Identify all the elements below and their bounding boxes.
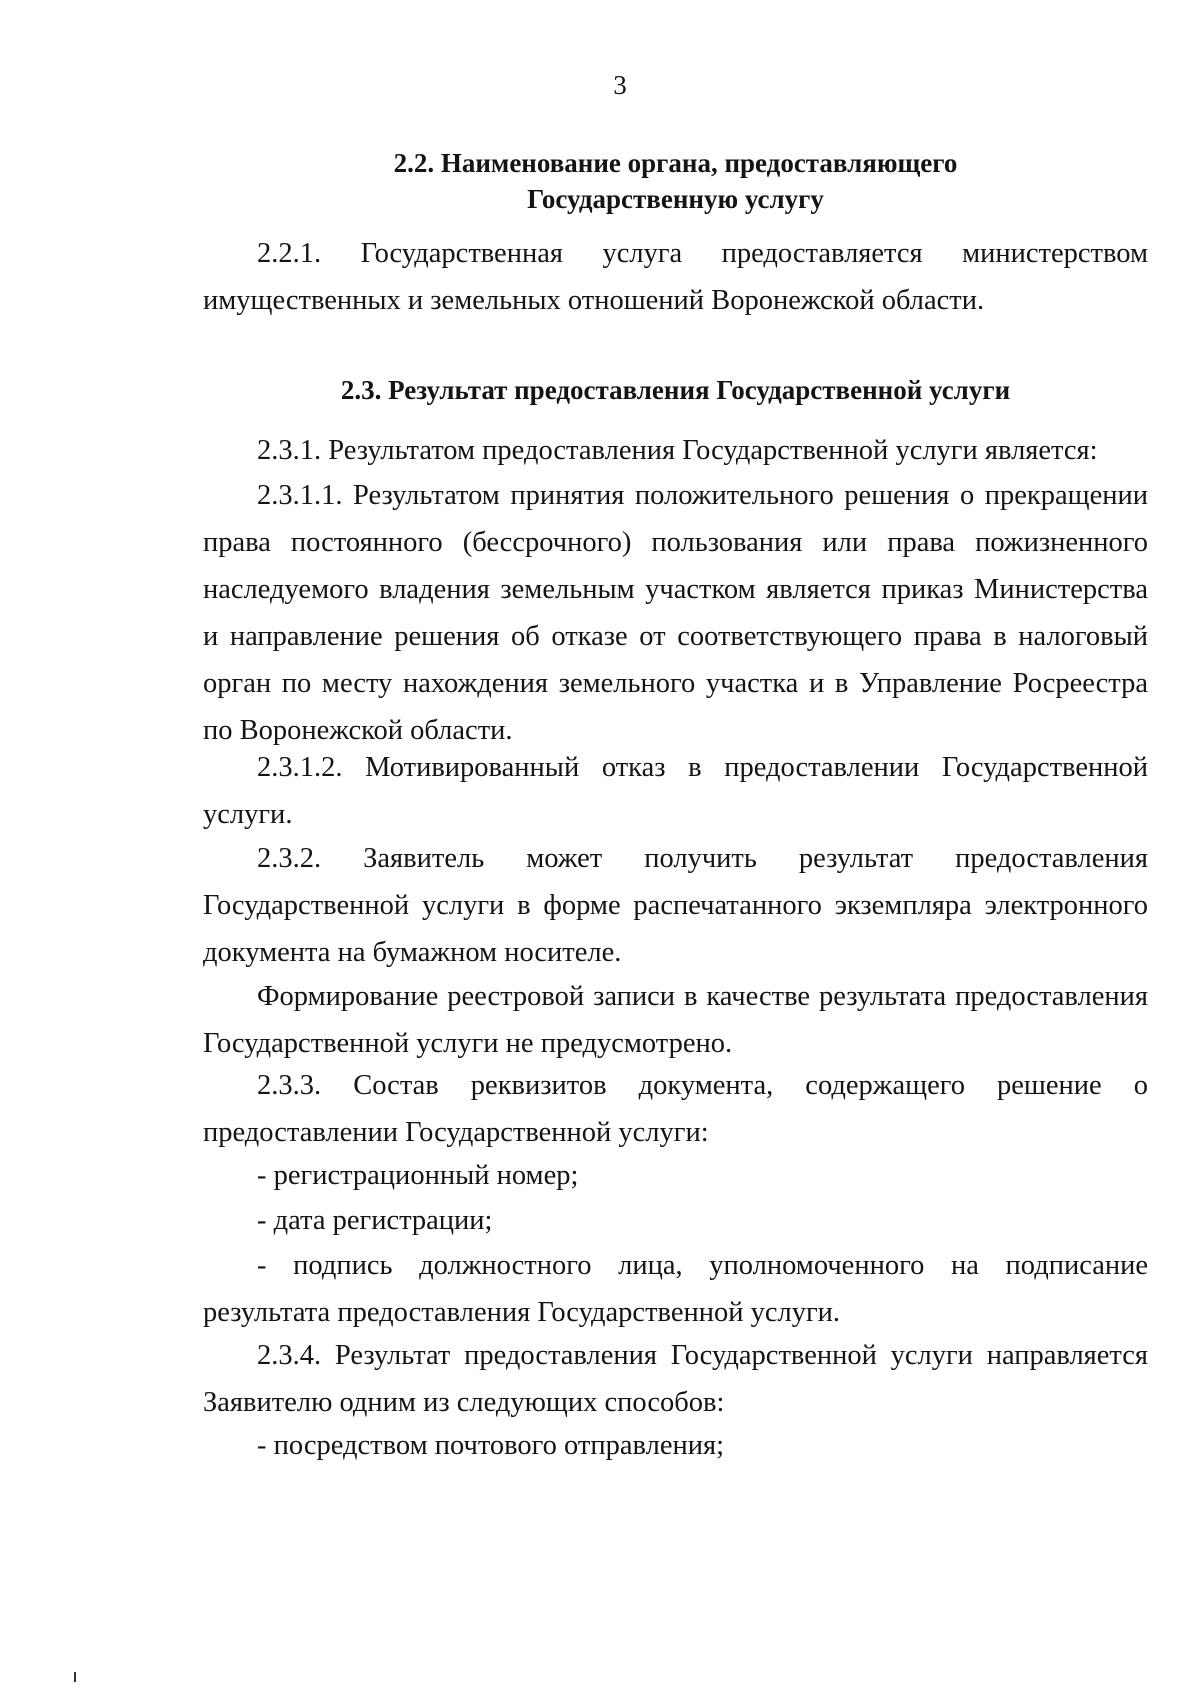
paragraph-2-2-1: 2.2.1. Государственная услуга предоставляется министерством имущественных и земельных отношений Воронежской области.: [203, 238, 1148, 316]
paragraph-2-3-4: 2.3.4. Результат предоставления Государственной услуги направляется Заявителю одним из следующих способов:: [203, 1340, 1148, 1418]
list-item-official-signature: - подпись должностного лица, уполномоченного на подписание результата предоставления Государственной услуги.: [203, 1250, 1148, 1328]
paragraph-2-3-1: 2.3.1. Результатом предоставления Государственной услуги является:: [257, 435, 1098, 466]
scan-edge-mark: [74, 1672, 76, 1682]
paragraph-2-3-1-1: 2.3.1.1. Результатом принятия положительного решения о прекращении права постоянного (бессрочного) пользования или права пожизненного наследуемого владения земельным участком является приказ Министерства и направление решения об отказе от соответствующего права в налоговый орган по месту нахождения земельного участка и в Управление Росреестра по Воронежской области.: [203, 480, 1148, 746]
list-item-registration-date: - дата регистрации;: [257, 1205, 493, 1236]
page-number: 3: [613, 70, 627, 100]
list-item-postal-delivery: - посредством почтового отправления;: [257, 1430, 724, 1461]
paragraph-registry-record: Формирование реестровой записи в качестве результата предоставления Государственной услуги не предусмотрено.: [203, 981, 1148, 1059]
paragraph-2-3-2: 2.3.2. Заявитель может получить результат предоставления Государственной услуги в форме распечатанного экземпляра электронного документа на бумажном носителе.: [203, 843, 1148, 968]
section-2-2-heading: [203, 145, 1148, 217]
list-item-registration-number: - регистрационный номер;: [257, 1160, 579, 1191]
section-2-2-heading-line2: Государственную услугу: [527, 184, 824, 214]
section-2-3-heading: 2.3. Результат предоставления Государственной услуги: [340, 375, 1011, 405]
paragraph-2-3-1-2: 2.3.1.2. Мотивированный отказ в предоставлении Государственной услуги.: [203, 752, 1148, 830]
section-2-2-heading-line1: 2.2. Наименование органа, предоставляющего: [393, 148, 958, 178]
paragraph-2-3-3: 2.3.3. Состав реквизитов документа, содержащего решение о предоставлении Государственной услуги:: [203, 1070, 1148, 1148]
